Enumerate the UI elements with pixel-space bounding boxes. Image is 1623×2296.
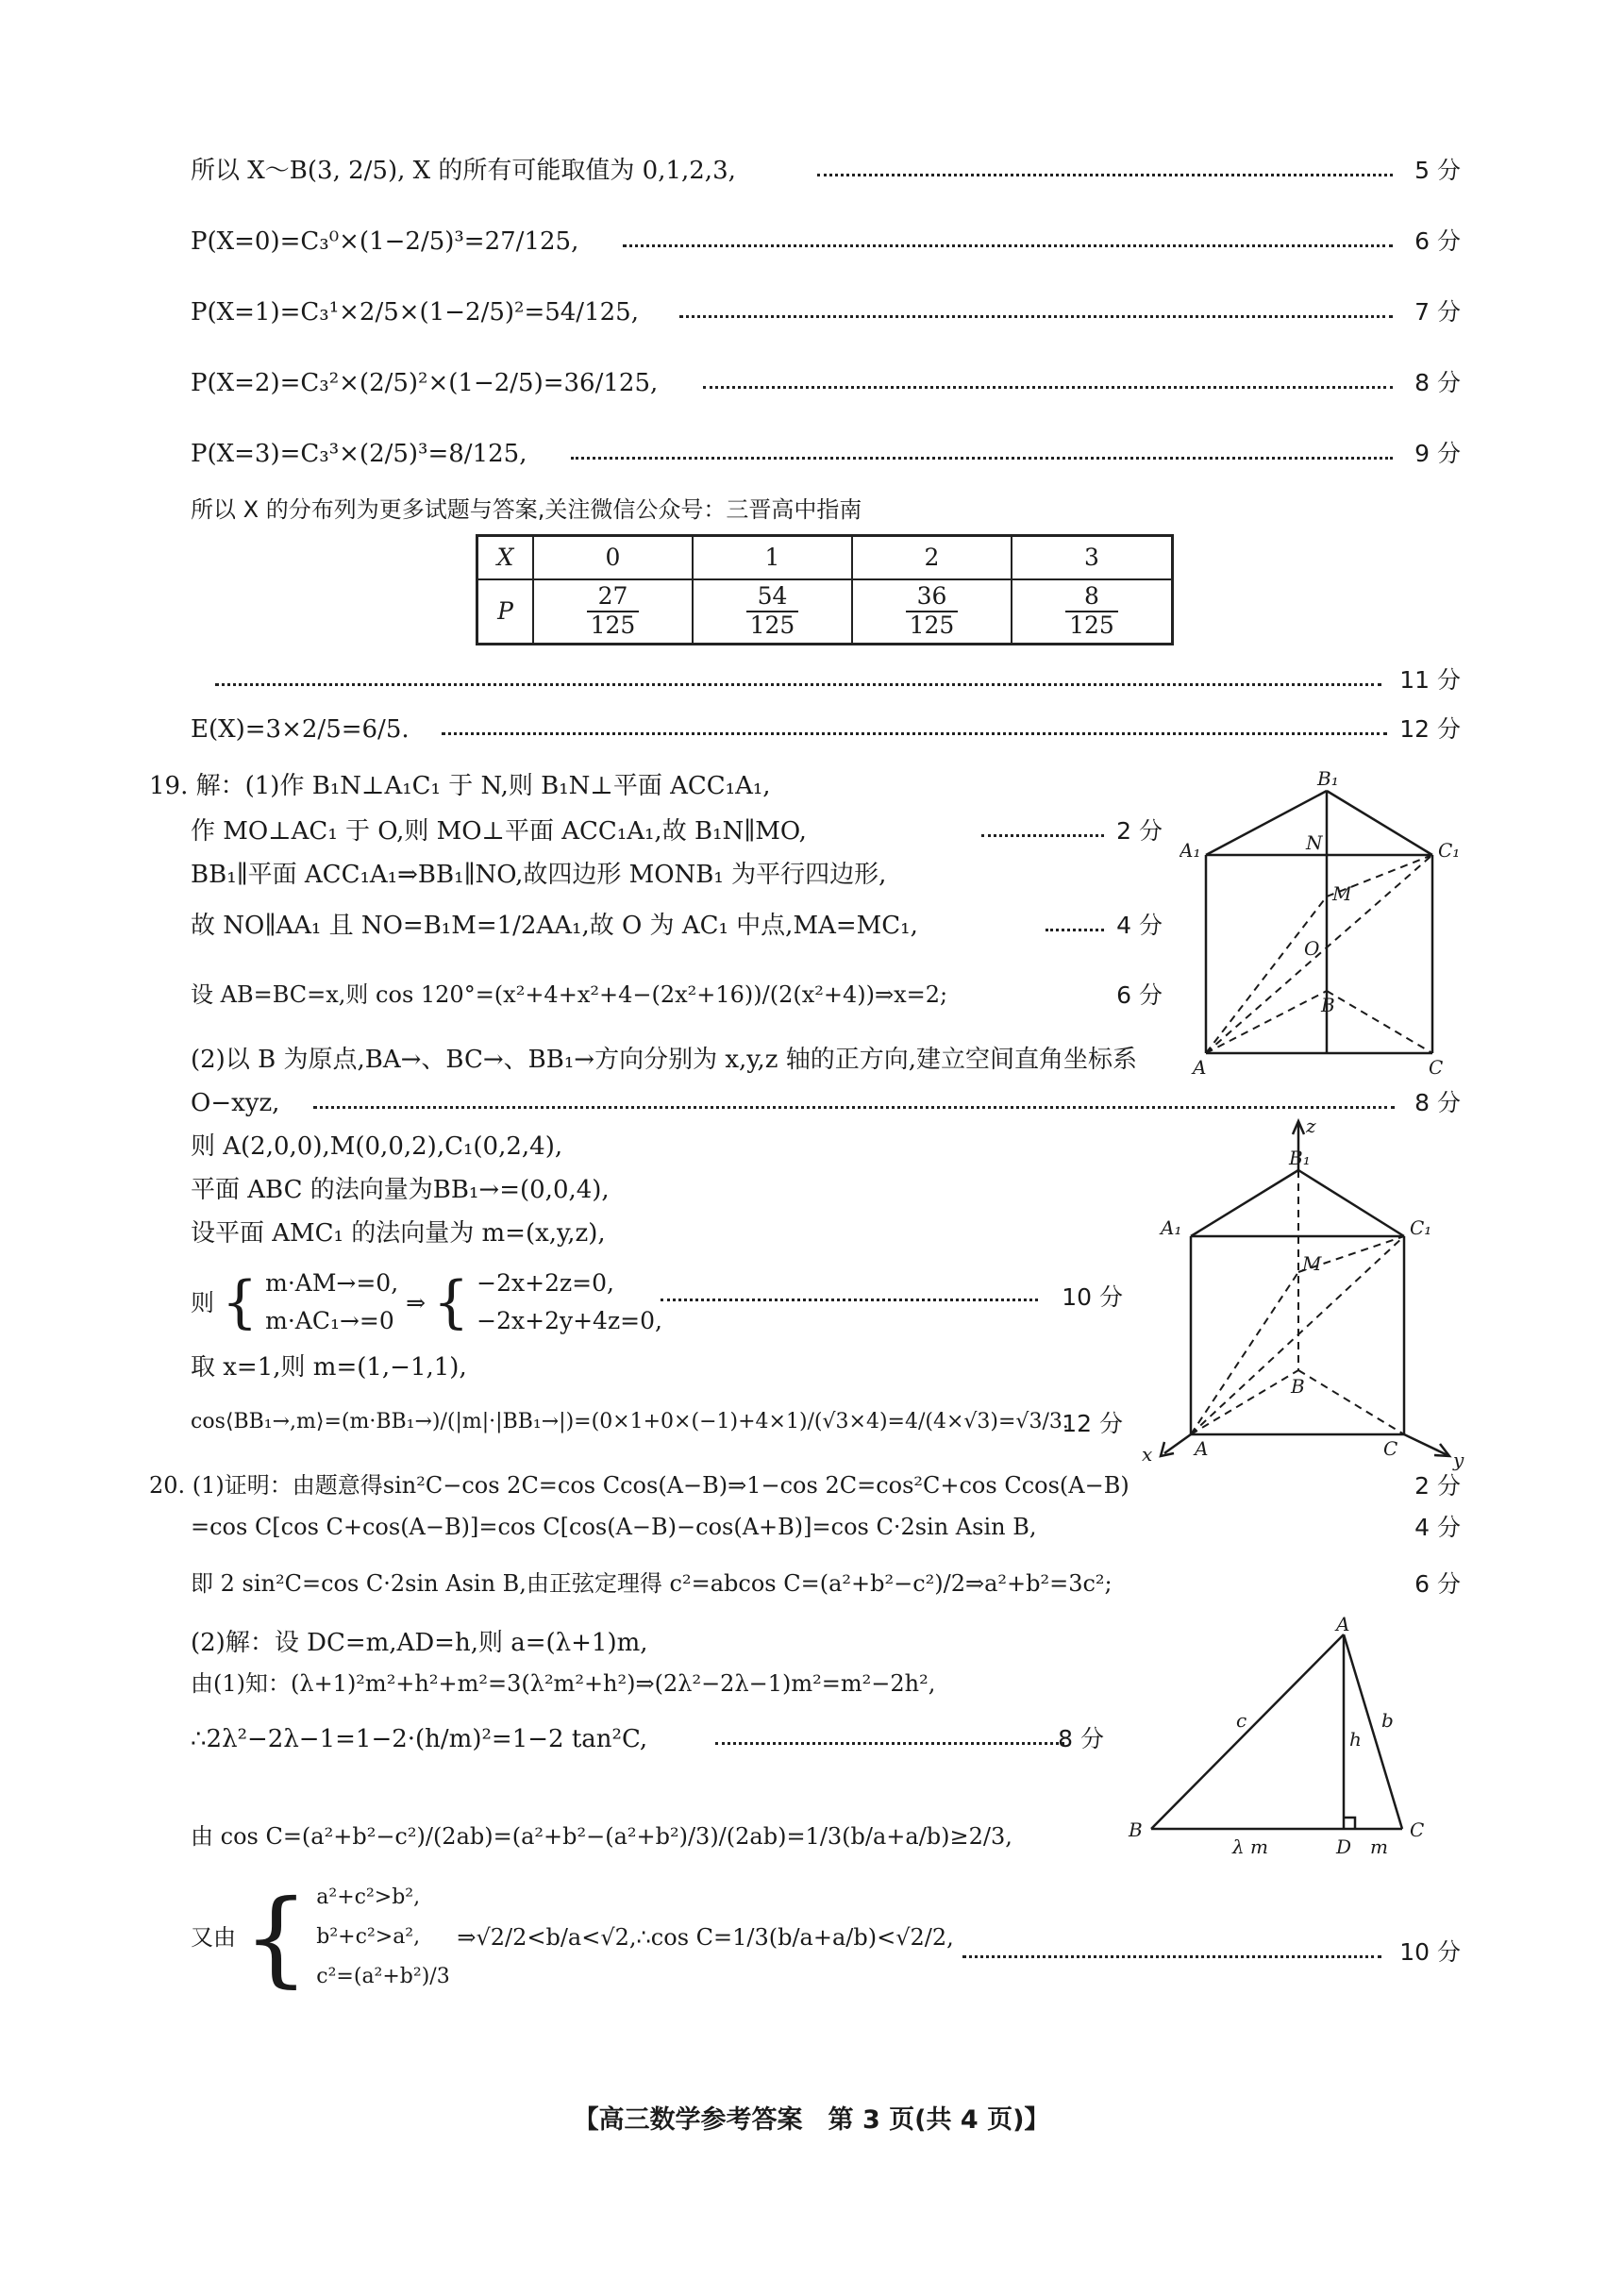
label-A1: A₁	[1161, 1216, 1182, 1239]
text-line: 20. (1)证明：由题意得sin²C−cos 2C=cos Ccos(A−B)⇒1−cos 2C=cos²C+cos Ccos(A−B)	[149, 1472, 1129, 1499]
text-line: P(X=3)=C₃³×(2/5)³=8/125,	[191, 440, 527, 468]
leader-dots	[679, 315, 1393, 318]
text-line: 设平面 AMC₁ 的法向量为 m=(x,y,z),	[191, 1219, 606, 1248]
leader-dots	[962, 1955, 1381, 1958]
label-C: C	[1383, 1437, 1398, 1460]
score: 2 分	[1414, 1472, 1461, 1500]
prism-figure-1	[1180, 764, 1463, 1076]
label-B1: B₁	[1289, 1147, 1311, 1169]
prism-figure-2	[1123, 1114, 1472, 1472]
leader-dots	[817, 174, 1393, 176]
triangle-figure	[1113, 1614, 1463, 1859]
table-cell: $\frac{8}{125}$	[1012, 579, 1173, 645]
text-line: (2)以 B 为原点,BA→、BC→、BB₁→方向分别为 x,y,z 轴的正方向,建立空间直角坐标系	[191, 1046, 1138, 1074]
table-header-cell: 0	[533, 536, 693, 579]
text-line: 故 NO∥AA₁ 且 NO=B₁M=1/2AA₁,故 O 为 AC₁ 中点,MA=MC₁,	[191, 912, 918, 940]
label-b: b	[1381, 1709, 1394, 1732]
text-line: 取 x=1,则 m=(1,−1,1),	[191, 1353, 467, 1382]
score: 6 分	[1116, 981, 1163, 1009]
text-line: 即 2 sin²C=cos C·2sin Asin B,由正弦定理得 c²=abcos C=(a²+b²−c²)/2⇒a²+b²=3c²;	[191, 1570, 1113, 1597]
score: 9 分	[1414, 440, 1461, 467]
label-lambda-m: λ m	[1232, 1835, 1268, 1858]
label-B1: B₁	[1317, 767, 1339, 790]
page-footer: 【高三数学参考答案 第 3 页(共 4 页)】	[573, 2105, 1050, 2135]
label-B: B	[1321, 994, 1335, 1016]
score: 8 分	[1058, 1725, 1104, 1752]
leader-dots	[981, 834, 1104, 837]
label-A1: A₁	[1180, 839, 1201, 862]
text-line: 作 MO⊥AC₁ 于 O,则 MO⊥平面 ACC₁A₁,故 B₁N∥MO,	[191, 817, 807, 846]
label-x: x	[1142, 1443, 1153, 1466]
label-D: D	[1336, 1835, 1352, 1858]
label-C: C	[1410, 1818, 1425, 1841]
leader-dots	[442, 732, 1387, 735]
text-line: 则 A(2,0,0),M(0,0,2),C₁(0,2,4),	[191, 1132, 563, 1161]
label-C: C	[1429, 1056, 1444, 1076]
text-line: ∴2λ²−2λ−1=1−2·(h/m)²=1−2 tan²C,	[191, 1725, 648, 1753]
text-line: O−xyz,	[191, 1089, 280, 1117]
label-m: m	[1370, 1835, 1388, 1858]
label-N: N	[1306, 831, 1323, 854]
text-line: 又由 { a²+c²>b², b²+c²>a², c²=(a²+b²)/3 ⇒√2/2<b/a<√2,∴cos C=1/3(b/a+a/b)<√2/2,	[191, 1876, 954, 1998]
text-line: =cos C[cos C+cos(A−B)]=cos C[cos(A−B)−cos(A+B)]=cos C·2sin Asin B,	[191, 1514, 1037, 1540]
text-line: BB₁∥平面 ACC₁A₁⇒BB₁∥NO,故四边形 MONB₁ 为平行四边形,	[191, 861, 887, 889]
table-cell: $\frac{54}{125}$	[693, 579, 852, 645]
table-header-cell: X	[477, 536, 533, 579]
table-header-cell: 1	[693, 536, 852, 579]
text-line: 则 { m·AM→=0, m·AC₁→=0 ⇒ { −2x+2z=0, −2x+2y+4z=0,	[191, 1269, 662, 1335]
text-line: E(X)=3×2/5=6/5.	[191, 715, 410, 744]
text-line: cos⟨BB₁→,m⟩=(m·BB₁→)/(|m|·|BB₁→|)=(0×1+0×(−1)+4×1)/(√3×4)=4/(4×√3)=√3/3.	[191, 1410, 1069, 1433]
score: 8 分	[1414, 369, 1461, 396]
leader-dots	[715, 1742, 1064, 1745]
label-M: M	[1302, 1252, 1322, 1275]
text-line: 所以 X～B(3, 2/5), X 的所有可能取值为 0,1,2,3,	[191, 157, 736, 185]
table-row-label: P	[477, 579, 533, 645]
table-header-cell: 2	[852, 536, 1012, 579]
label-z: z	[1306, 1114, 1316, 1137]
leader-dots	[703, 386, 1393, 389]
leader-dots	[1046, 929, 1104, 931]
text-line: (2)解：设 DC=m,AD=h,则 a=(λ+1)m,	[191, 1629, 648, 1657]
label-c: c	[1236, 1709, 1247, 1732]
text-line: P(X=0)=C₃⁰×(1−2/5)³=27/125,	[191, 227, 579, 256]
label-A: A	[1336, 1614, 1350, 1635]
label-M: M	[1332, 882, 1352, 905]
label-A: A	[1195, 1437, 1209, 1460]
score: 7 分	[1414, 298, 1461, 326]
text-line: P(X=2)=C₃²×(2/5)²×(1−2/5)=36/125,	[191, 369, 659, 397]
score: 4 分	[1414, 1514, 1461, 1541]
label-O: O	[1304, 937, 1320, 960]
text-line: P(X=1)=C₃¹×2/5×(1−2/5)²=54/125,	[191, 298, 639, 327]
score: 10 分	[1399, 1938, 1461, 1966]
score: 8 分	[1414, 1089, 1461, 1116]
label-B: B	[1291, 1375, 1305, 1398]
score: 5 分	[1414, 157, 1461, 184]
score: 10 分	[1062, 1283, 1123, 1311]
label-h: h	[1349, 1728, 1362, 1751]
leader-dots	[623, 244, 1393, 247]
text-line: 平面 ABC 的法向量为BB₁→=(0,0,4),	[191, 1176, 610, 1204]
text-line: 所以 X 的分布列为更多试题与答案,关注微信公众号：三晋高中指南	[191, 496, 862, 523]
distribution-table	[476, 534, 1174, 645]
score: 6 分	[1414, 227, 1461, 255]
table-header-cell: 3	[1012, 536, 1173, 579]
score: 4 分	[1116, 912, 1163, 939]
text-line: 设 AB=BC=x,则 cos 120°=(x²+4+x²+4−(2x²+16))/(2(x²+4))⇒x=2;	[191, 981, 948, 1008]
text-line: 由 cos C=(a²+b²−c²)/(2ab)=(a²+b²−(a²+b²)/3)/(2ab)=1/3(b/a+a/b)≥2/3,	[191, 1823, 1012, 1850]
score: 6 分	[1414, 1570, 1461, 1598]
text-line: 19. 解：(1)作 B₁N⊥A₁C₁ 于 N,则 B₁N⊥平面 ACC₁A₁,	[149, 772, 771, 800]
leader-dots	[215, 683, 1381, 686]
score: 11 分	[1399, 666, 1461, 694]
label-C1: C₁	[1438, 839, 1461, 862]
table-cell: $\frac{27}{125}$	[533, 579, 693, 645]
score: 12 分	[1399, 715, 1461, 743]
score: 12 分	[1062, 1410, 1123, 1437]
score: 2 分	[1116, 817, 1163, 845]
table-cell: $\frac{36}{125}$	[852, 579, 1012, 645]
leader-dots	[313, 1106, 1395, 1109]
leader-dots	[571, 457, 1393, 460]
text-line: 由(1)知：(λ+1)²m²+h²+m²=3(λ²m²+h²)⇒(2λ²−2λ−1)m²=m²−2h²,	[191, 1670, 936, 1697]
label-y: y	[1453, 1449, 1464, 1471]
label-B: B	[1129, 1818, 1143, 1841]
label-A: A	[1193, 1056, 1207, 1076]
label-C1: C₁	[1410, 1216, 1432, 1239]
leader-dots	[661, 1299, 1038, 1301]
